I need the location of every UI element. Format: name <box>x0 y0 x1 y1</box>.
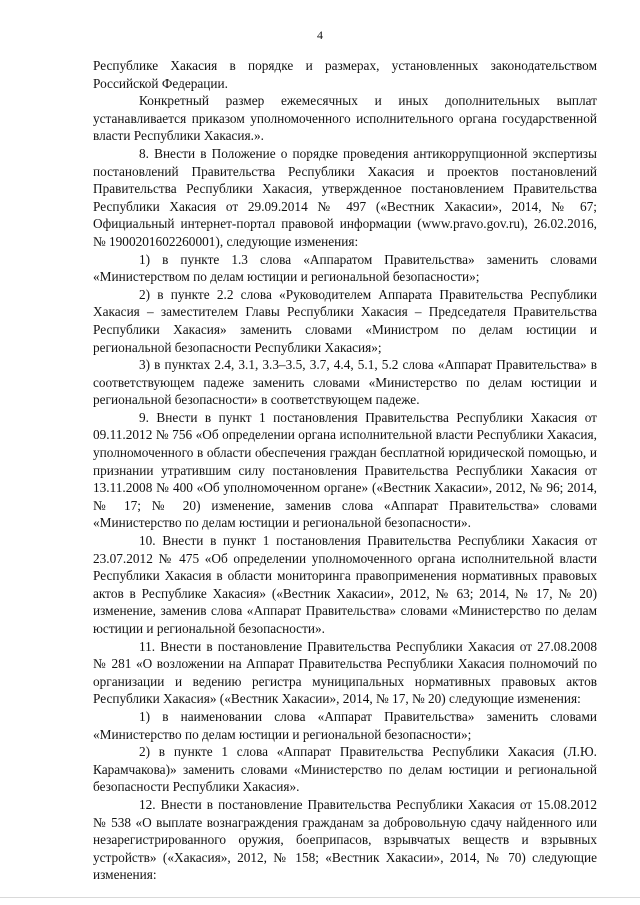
paragraph-item-8: 8. Внести в Положение о порядке проведения антикоррупционной экспертизы постановлений Правительства Республики Хакасия и проектов постановлений Правительства Республики Хакасия, утвержденное постановлением Правительства Республики Хакасия от 29.09.2014 № 497 («Вестник Хакасии», 2014, № 67; Официальный интернет-портал правовой информации (www.pravo.gov.ru), 26.02.2016, № 1900201602260001), следующие изменения: <box>93 145 597 249</box>
page-bottom-edge <box>0 897 640 898</box>
paragraph-item-10: 10. Внести в пункт 1 постановления Правительства Республики Хакасия от 23.07.2012 № 475 «Об определении уполномоченного органа исполнительной власти Республики Хакасия в области мониторинга правоприменения нормативных правовых актов в Республике Хакасия» («Вестник Хакасии», 2012, № 63; 2014, № 17, № 20) изменение, заменив слова «Аппарат Правительства» словами «Министерство по делам юстиции и региональной безопасности». <box>93 533 597 636</box>
paragraph-item-9: 9. Внести в пункт 1 постановления Правительства Республики Хакасия от 09.11.2012 № 756 «Об определении органа исполнительной власти Республики Хакасия, уполномоченного в области обеспечения граждан бесплатной юридической помощью, и признании утратившим силу постановления Правительства Республики Хакасия от 13.11.2008 № 400 «Об уполномоченном органе» («Вестник Хакасии», 2012, № 96; 2014, № 17; № 20) изменение, заменив слова «Аппарат Правительства» словами «Министерство по делам юстиции и региональной безопасности». <box>93 409 597 531</box>
document-body <box>93 57 597 884</box>
paragraph-continuation: Республике Хакасия в порядке и размерах, установленных законодательством Российской Федерации. <box>93 58 597 91</box>
paragraph-item-8-sub-3: 3) в пунктах 2.4, 3.1, 3.3–3.5, 3.7, 4.4, 5.1, 5.2 слова «Аппарат Правительства» в соответствующем падеже заменить словами «Министерство по делам юстиции и региональной безопасности» в соответствующем падеже. <box>93 357 597 408</box>
paragraph-item-8-sub-1: 1) в пункте 1.3 слова «Аппаратом Правительства» заменить словами «Министерством по делам юстиции и региональной безопасности»; <box>93 251 597 285</box>
paragraph-item-11-sub-1: 1) в наименовании слова «Аппарат Правительства» заменить словами «Министерство по делам юстиции и региональной безопасности»; <box>93 708 597 742</box>
paragraph-item-11-sub-2: 2) в пункте 1 слова «Аппарат Правительства Республики Хакасия (Л.Ю. Карамчакова)» заменить словами «Министерство по делам юстиции и региональной безопасности Республики Хакасия». <box>93 744 597 795</box>
paragraph-item-12: 12. Внести в постановление Правительства Республики Хакасия от 15.08.2012 № 538 «О выплате вознаграждения гражданам за добровольную сдачу найденного или незарегистрированного оружия, боеприпасов, взрывчатых веществ и взрывных устройств» («Хакасия», 2012, № 158; «Вестник Хакасии», 2014, № 70) следующие изменения: <box>93 796 597 883</box>
paragraph-item-11: 11. Внести в постановление Правительства Республики Хакасия от 27.08.2008 № 281 «О возложении на Аппарат Правительства Республики Хакасия полномочий по организации и ведению регистра муниципальных нормативных правовых актов Республики Хакасия» («Вестник Хакасии», 2014, № 17, № 20) следующие изменения: <box>93 638 597 707</box>
paragraph-payment-size: Конкретный размер ежемесячных и иных дополнительных выплат устанавливается приказом уполномоченного исполнительного органа государственной власти Республики Хакасия.». <box>93 93 597 144</box>
page-number: 4 <box>317 28 323 42</box>
paragraph-item-8-sub-2: 2) в пункте 2.2 слова «Руководителем Аппарата Правительства Республики Хакасия – заместителем Главы Республики Хакасия – Председателя Правительства Республики Хакасия» заменить словами «Министром по делам юстиции и региональной безопасности Республики Хакасия»; <box>93 286 597 355</box>
